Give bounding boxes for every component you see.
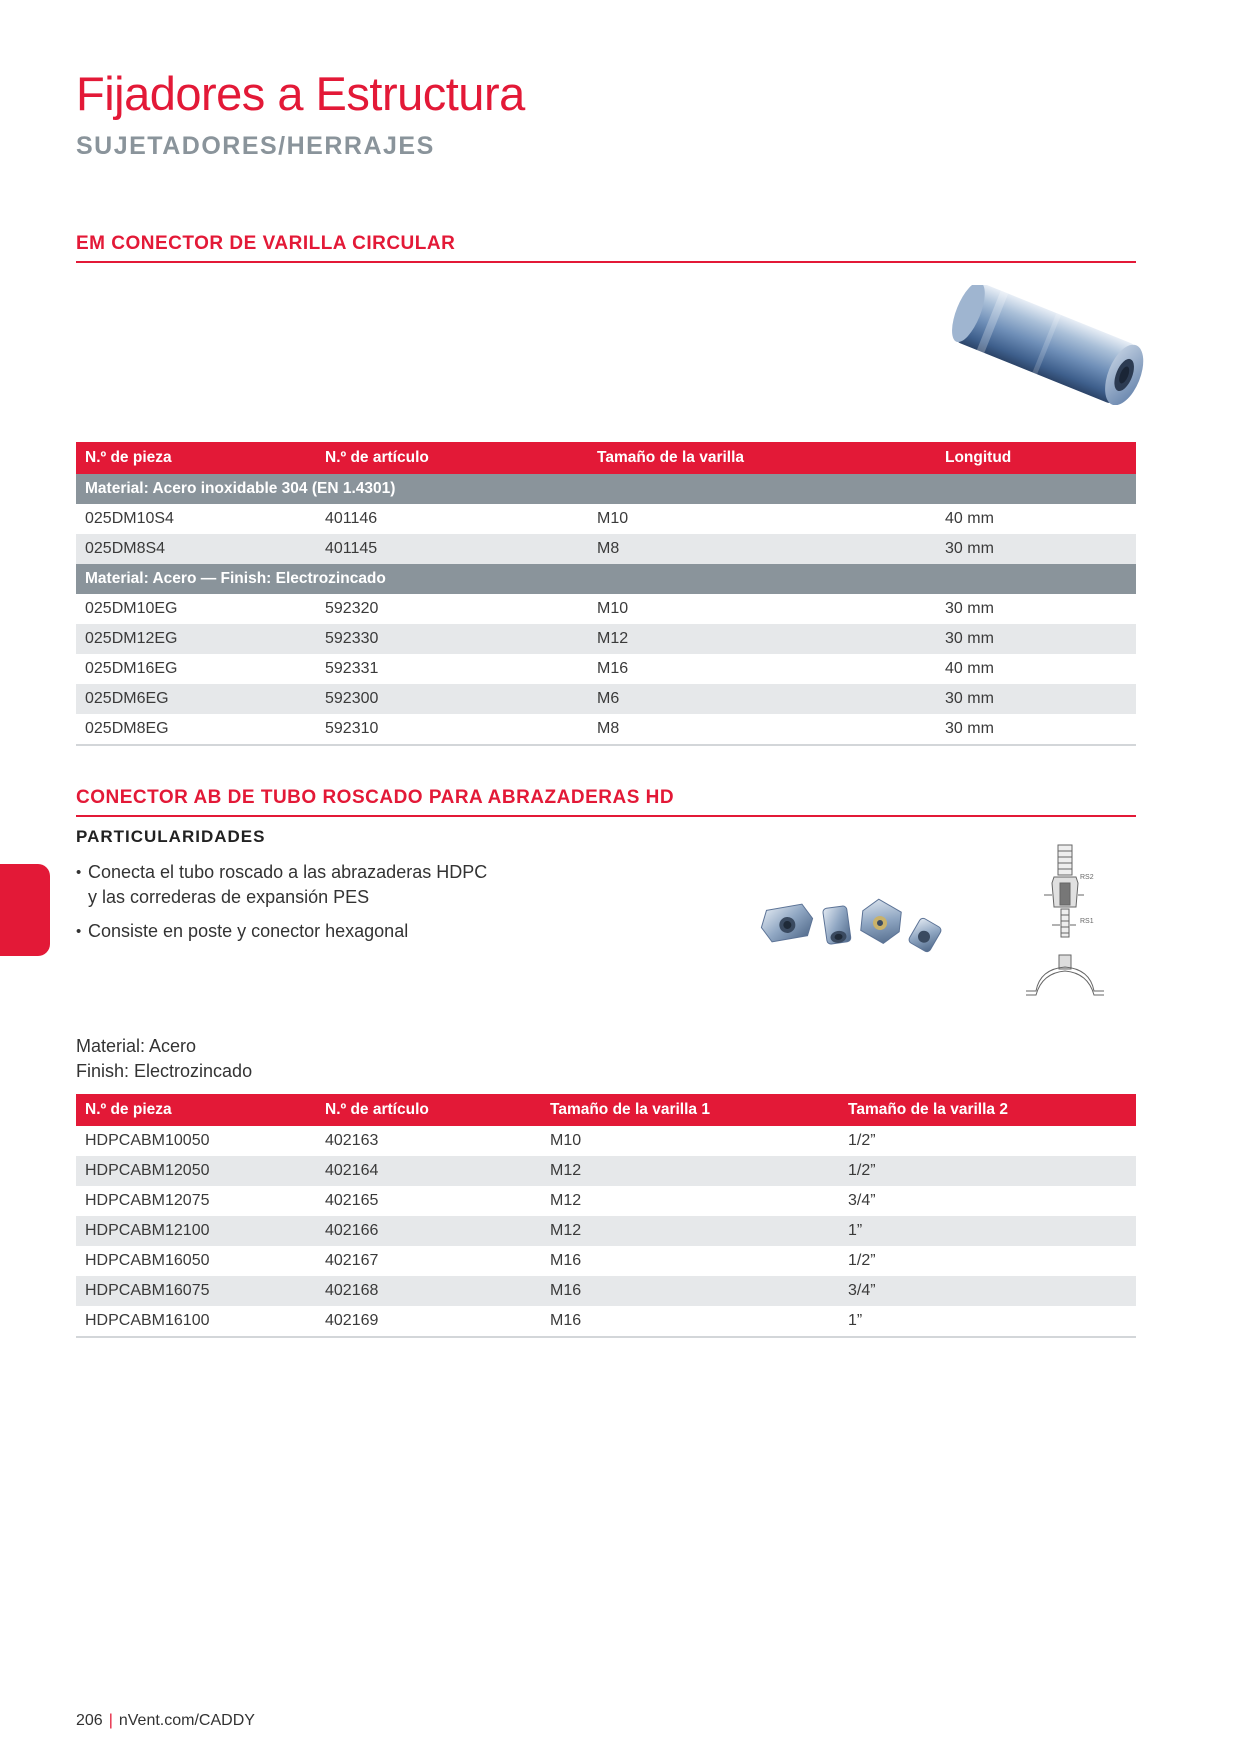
part-number: 025DM8EG xyxy=(76,714,316,745)
table-header-row xyxy=(76,1094,1136,1126)
table-row xyxy=(76,534,1136,564)
part-number: 025DM6EG xyxy=(76,684,316,714)
table-row xyxy=(76,504,1136,534)
table-row xyxy=(76,1276,1136,1306)
column-header: Tamaño de la varilla 2 xyxy=(839,1094,1136,1126)
rod-size: M16 xyxy=(597,660,629,677)
rod-size-2: 1/2” xyxy=(848,1252,876,1269)
table-row xyxy=(76,594,1136,624)
article-number: 592320 xyxy=(325,600,379,617)
article-number: 592331 xyxy=(325,660,379,677)
part-number: 025DM16EG xyxy=(85,660,178,677)
hex-connectors-image xyxy=(755,893,955,963)
tubo-roscado-table xyxy=(76,1094,1136,1338)
diagram-label-rs1: RS1 xyxy=(1080,918,1094,925)
section-title-tubo-roscado: CONECTOR AB DE TUBO ROSCADO PARA ABRAZADERAS HD xyxy=(76,787,1136,817)
column-header: N.º de pieza xyxy=(76,1094,316,1126)
article-number: 592300 xyxy=(316,684,588,714)
page-number: 206 xyxy=(76,1712,103,1729)
rod-size-2: 1” xyxy=(839,1306,1136,1337)
rod-size: M6 xyxy=(588,684,936,714)
article-number: 401146 xyxy=(325,510,378,527)
diagram-label-rs2: RS2 xyxy=(1080,874,1094,881)
length: 30 mm xyxy=(936,624,1136,654)
material-line: Material: Acero xyxy=(76,1036,197,1056)
article-number: 402168 xyxy=(316,1276,541,1306)
footer xyxy=(76,1712,255,1730)
length: 30 mm xyxy=(936,534,1136,564)
rod-size-1: M16 xyxy=(541,1276,839,1306)
article-number: 402165 xyxy=(325,1192,379,1209)
part-number: 025DM10S4 xyxy=(85,510,174,527)
column-header: N.º de artículo xyxy=(316,1094,541,1126)
material-info xyxy=(76,1034,252,1084)
article-number: 402164 xyxy=(316,1156,541,1186)
features-list xyxy=(76,860,496,953)
footer-separator: | xyxy=(108,1712,113,1729)
rod-size: M12 xyxy=(588,624,936,654)
list-item: • Conecta el tubo roscado a las abrazaderas HDPC y las correderas de expansión PES xyxy=(76,860,496,910)
page-title: Fijadores a Estructura xyxy=(76,67,525,120)
rod-size-1: M16 xyxy=(550,1252,582,1269)
rod-size-1: M12 xyxy=(541,1156,839,1186)
part-number: HDPCABM12100 xyxy=(76,1216,316,1246)
finish-line: Finish: Electrozincado xyxy=(76,1061,253,1081)
table-row xyxy=(76,624,1136,654)
footer-site-link[interactable]: nVent.com/CADDY xyxy=(118,1712,255,1729)
rod-size: M10 xyxy=(597,600,629,617)
clamp-diagram xyxy=(1016,843,1116,1005)
rod-size: M8 xyxy=(588,714,936,745)
column-header: Tamaño de la varilla 1 xyxy=(541,1094,839,1126)
length: 30 mm xyxy=(945,600,994,617)
length: 40 mm xyxy=(945,510,994,527)
table-row xyxy=(76,1306,1136,1337)
column-header: Tamaño de la varilla xyxy=(588,442,936,474)
part-number: HDPCABM12050 xyxy=(76,1156,316,1186)
part-number: HDPCABM16100 xyxy=(76,1306,316,1337)
table-row xyxy=(76,1216,1136,1246)
rod-size-2: 3/4” xyxy=(839,1276,1136,1306)
table-row xyxy=(76,684,1136,714)
length: 30 mm xyxy=(936,684,1136,714)
varilla-circular-table xyxy=(76,442,1136,746)
section-side-tab xyxy=(0,864,50,956)
table-row xyxy=(76,1186,1136,1216)
rod-size-2: 3/4” xyxy=(848,1192,876,1209)
article-number: 402163 xyxy=(325,1132,379,1149)
list-item: • Consiste en poste y conector hexagonal xyxy=(76,919,496,944)
column-header: N.º de artículo xyxy=(316,442,588,474)
article-number: 402169 xyxy=(316,1306,541,1337)
section-title-varilla-circular: EM CONECTOR DE VARILLA CIRCULAR xyxy=(76,233,1136,263)
rod-size: M8 xyxy=(588,534,936,564)
rod-size-2: 1/2” xyxy=(839,1156,1136,1186)
part-number: 025DM10EG xyxy=(85,600,178,617)
table-header-row xyxy=(76,442,1136,474)
material-label: Material: Acero — Finish: Electrozincado xyxy=(76,564,1136,594)
rod-size-1: M12 xyxy=(550,1192,582,1209)
material-group-row xyxy=(76,474,1136,504)
rod-coupler-image xyxy=(944,285,1156,405)
column-header: N.º de pieza xyxy=(76,442,316,474)
rod-size-1: M10 xyxy=(550,1132,582,1149)
article-number: 401145 xyxy=(316,534,588,564)
article-number: 402167 xyxy=(325,1252,379,1269)
rod-size-2: 1/2” xyxy=(848,1132,876,1149)
article-number: 592310 xyxy=(316,714,588,745)
table-row xyxy=(76,1156,1136,1186)
column-header: Longitud xyxy=(936,442,1136,474)
part-number: HDPCABM12075 xyxy=(85,1192,210,1209)
article-number: 592330 xyxy=(316,624,588,654)
features-heading: PARTICULARIDADES xyxy=(76,827,266,846)
material-label: Material: Acero inoxidable 304 (EN 1.4301) xyxy=(76,474,1136,504)
part-number: HDPCABM10050 xyxy=(85,1132,210,1149)
table-row xyxy=(76,1126,1136,1156)
rod-size-2: 1” xyxy=(839,1216,1136,1246)
part-number: 025DM8S4 xyxy=(76,534,316,564)
length: 40 mm xyxy=(945,660,994,677)
rod-size-1: M12 xyxy=(541,1216,839,1246)
rod-size: M10 xyxy=(597,510,629,527)
length: 30 mm xyxy=(936,714,1136,745)
table-row xyxy=(76,714,1136,745)
table-row xyxy=(76,654,1136,684)
part-number: HDPCABM16050 xyxy=(85,1252,210,1269)
page-subtitle: SUJETADORES/HERRAJES xyxy=(76,132,435,160)
rod-size-1: M16 xyxy=(541,1306,839,1337)
article-number: 402166 xyxy=(316,1216,541,1246)
material-group-row xyxy=(76,564,1136,594)
part-number: HDPCABM16075 xyxy=(76,1276,316,1306)
table-row xyxy=(76,1246,1136,1276)
part-number: 025DM12EG xyxy=(76,624,316,654)
